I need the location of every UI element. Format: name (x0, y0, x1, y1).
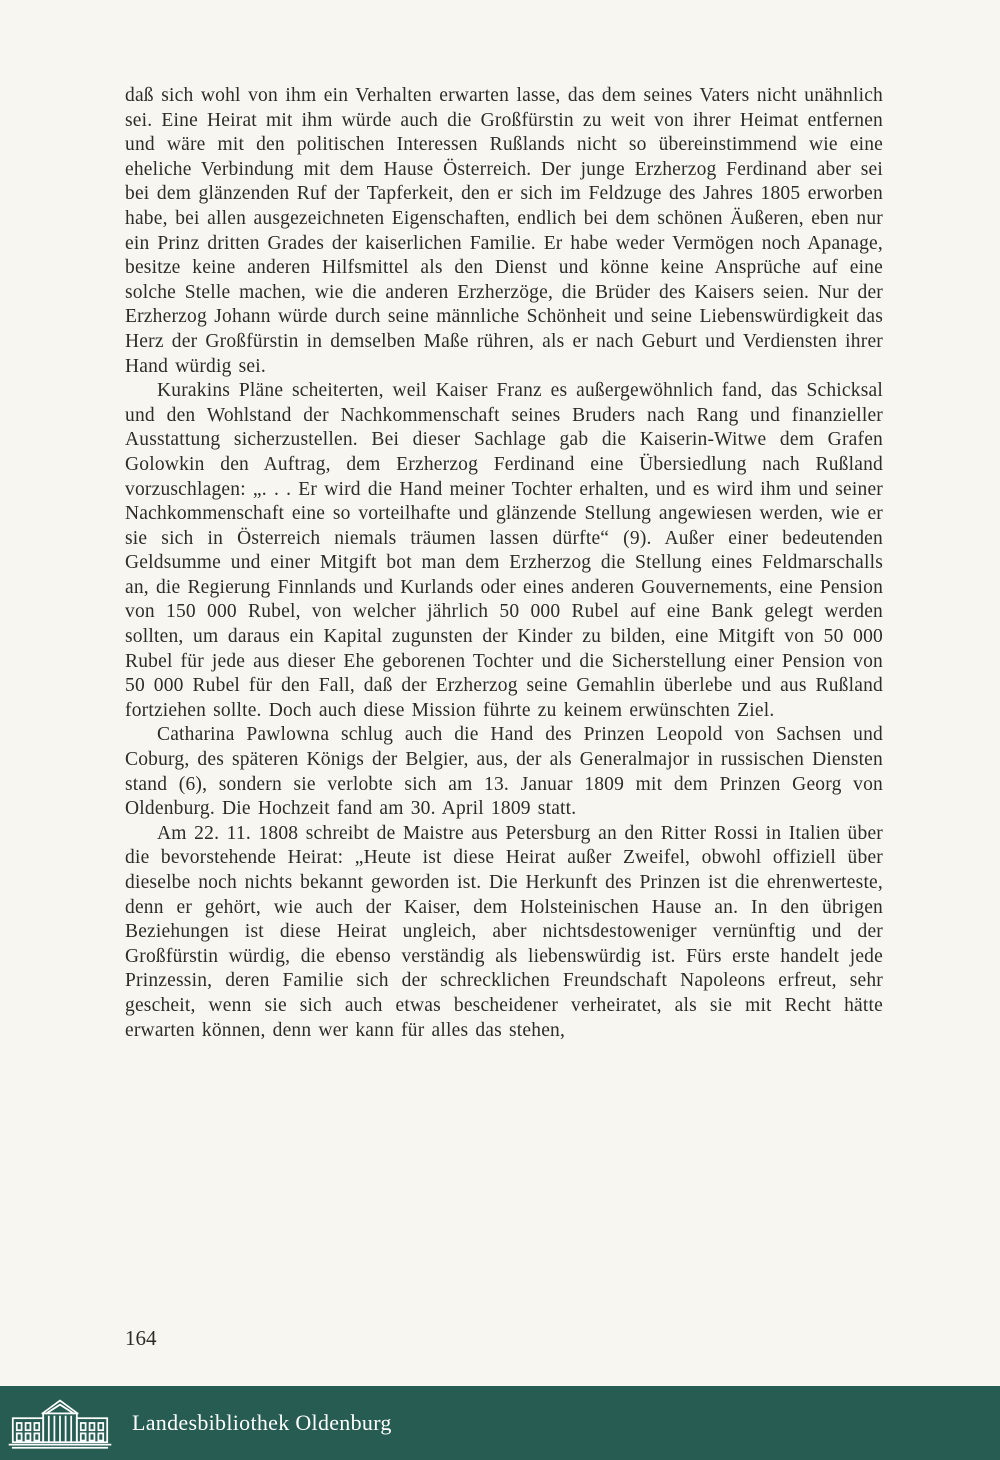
library-name-label: Landesbibliothek Oldenburg (132, 1410, 392, 1435)
page-text-block (125, 84, 883, 1043)
library-building-icon (8, 1394, 112, 1452)
page-number: 164 (125, 1326, 157, 1350)
paragraph: Kurakins Pläne scheiterten, weil Kaiser Franz es außergewöhnlich fand, das Schicksal und den Wohlstand der Nachkommenschaft seines Bruders nach Rang und finanzieller Ausstattung sicherzustellen. Bei dieser Sachlage gab die Kaiserin-Witwe dem Grafen Golowkin den Auftrag, dem Erzherzog Ferdinand eine Übersiedlung nach Rußland vorzuschlagen: „. . . Er wird die Hand meiner Tochter erhalten, und es wird ihm und seiner Nachkommenschaft eine so vorteilhafte und glänzende Stellung angewiesen werden, wie er sie sich in Österreich niemals träumen lassen dürfte“ (9). Außer einer bedeutenden Geldsumme und einer Mitgift bot man dem Erzherzog die Stellung eines Feldmarschalls an, die Regierung Finnlands und Kurlands oder eines anderen Gouvernements, eine Pension von 150 000 Rubel, von welcher jährlich 50 000 Rubel auf eine Bank gelegt werden sollten, um daraus ein Kapital zugunsten der Kinder zu bilden, eine Mitgift von 50 000 Rubel für jede aus dieser Ehe geborenen Tochter und die Sicherstellung einer Pension von 50 000 Rubel für den Fall, daß der Erzherzog seine Gemahlin überlebe und aus Rußland fortziehen sollte. Doch auch diese Mission führte zu keinem erwünschten Ziel. (125, 380, 884, 721)
paragraph: Am 22. 11. 1808 schreibt de Maistre aus Petersburg an den Ritter Rossi in Italien über die bevorstehende Heirat: „Heute ist diese Heirat außer Zweifel, obwohl offiziell über dieselbe noch nichts bekannt geworden ist. Die Herkunft des Prinzen ist die ehrenwerteste, denn er gehört, wie auch der Kaiser, dem Holsteinischen Hause an. In den übrigen Beziehungen ist diese Heirat ungleich, aber nichtsdestoweniger vernünftig und der Großfürstin würdig, die ebenso verständig als liebenswürdig ist. Fürs erste handelt jede Prinzessin, deren Familie sich der schrecklichen Freundschaft Napoleons erfreut, sehr gescheit, wenn sie sich auch etwas bescheidener verheiratet, als sie mit Recht hätte erwarten können, denn wer kann für alles das stehen, (125, 822, 883, 1041)
paragraph: Catharina Pawlowna schlug auch die Hand des Prinzen Leopold von Sachsen und Coburg, des späteren Königs der Belgier, aus, der als Generalmajor in russischen Diensten stand (6), sondern sie verlobte sich am 13. Januar 1809 mit dem Prinzen Georg von Oldenburg. Die Hochzeit fand am 30. April 1809 statt. (125, 724, 883, 820)
library-footer-bar (0, 1386, 1000, 1460)
paragraph: daß sich wohl von ihm ein Verhalten erwarten lasse, das dem seines Vaters nicht unähnlich sei. Eine Heirat mit ihm würde auch die Großfürstin zu weit von ihrer Heimat entfernen und wäre mit den politischen Interessen Rußlands nicht so übereinstimmend wie eine eheliche Verbindung mit dem Hause Österreich. Der junge Erzherzog Ferdinand aber sei bei dem glänzenden Ruf der Tapferkeit, den er sich im Feldzuge des Jahres 1805 erworben habe, bei allen ausgezeichneten Eigenschaften, endlich bei dem schönen Äußeren, eben nur ein Prinz dritten Grades der kaiserlichen Familie. Er habe weder Vermögen noch Apanage, besitze keine anderen Hilfsmittel als den Dienst und könne keine Ansprüche auf eine solche Stelle machen, wie die anderen Erzherzöge, die Brüder des Kaisers seien. Nur der Erzherzog Johann würde durch seine männliche Schönheit und seine Liebenswürdigkeit das Herz der Großfürstin in demselben Maße rühren, als er nach Geburt und Verdiensten ihrer Hand würdig sei. (125, 85, 883, 377)
